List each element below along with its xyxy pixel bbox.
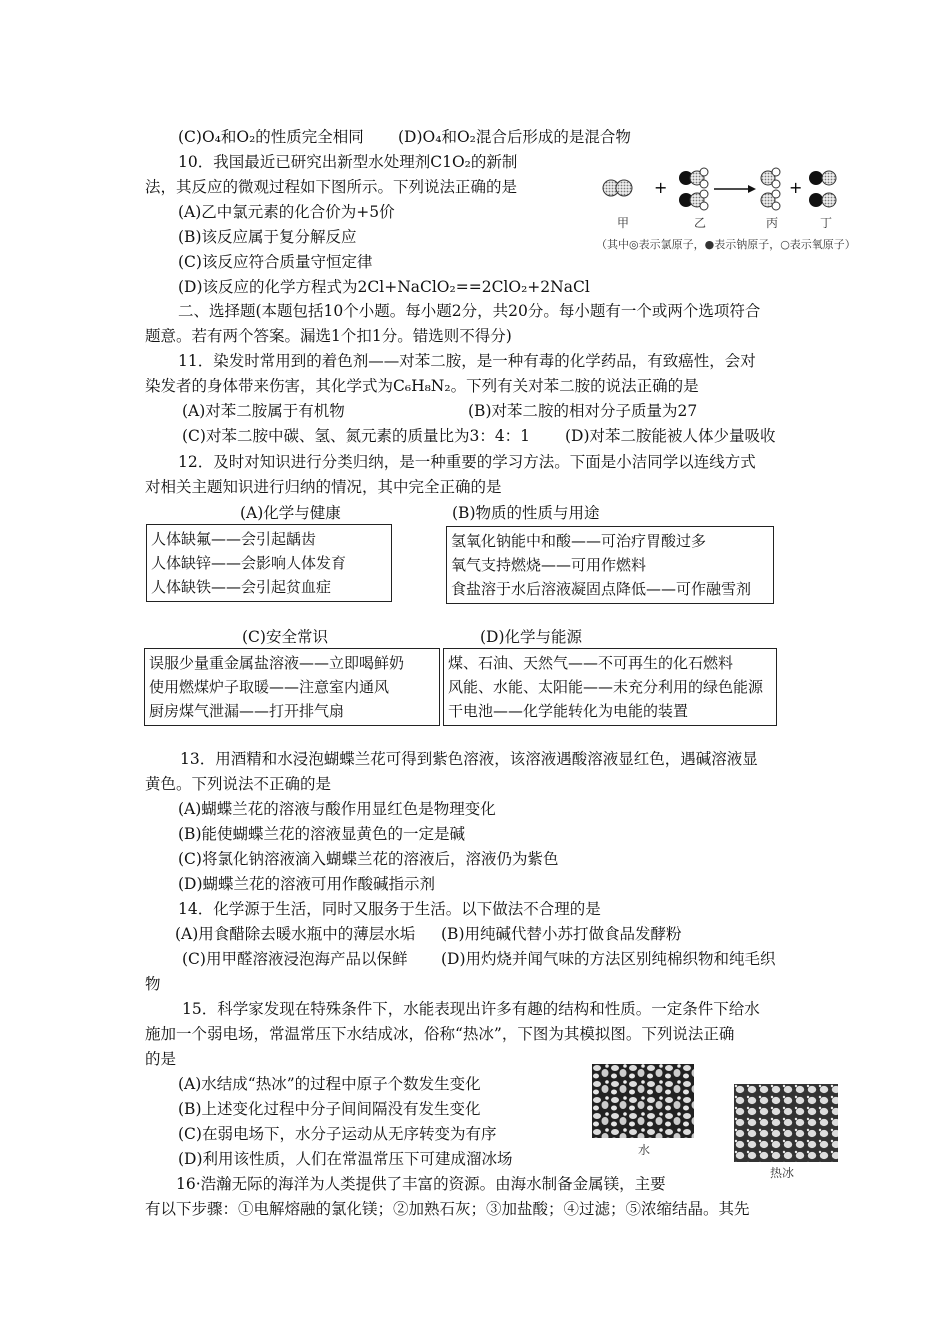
q11-stem-line1: 11．染发时常用到的着色剂——对苯二胺，是一种有毒的化学药品，有致癌性，会对 bbox=[178, 352, 756, 370]
q12-c-item: 误服少量重金属盐溶液——立即喝鲜奶 bbox=[149, 654, 405, 672]
q12-b-item: 氧气支持燃烧——可用作燃料 bbox=[451, 556, 647, 574]
q11-option-b: (B)对苯二胺的相对分子质量为27 bbox=[468, 402, 698, 420]
q15-option-d: (D)利用该性质，人们在常温常压下可建成溜冰场 bbox=[178, 1150, 513, 1168]
q12-d-item: 干电池——化学能转化为电能的装置 bbox=[448, 702, 689, 720]
q14-option-b: (B)用纯碱代替小苏打做食品发酵粉 bbox=[441, 925, 682, 943]
q15-option-c: (C)在弱电场下，水分子运动从无序转变为有序 bbox=[178, 1125, 497, 1143]
figure-legend: （其中◎表示氯原子，●表示钠原子，○表示氧原子） bbox=[596, 238, 856, 251]
q12-b-item: 氢氧化钠能中和酸——可治疗胃酸过多 bbox=[451, 532, 707, 550]
q12-a-box bbox=[146, 524, 392, 602]
q11-option-c: (C)对苯二胺中碳、氢、氮元素的质量比为3：4：1 bbox=[182, 427, 531, 445]
q12-c-item: 厨房煤气泄漏——打开排气扇 bbox=[149, 702, 345, 720]
q12-d-box bbox=[443, 648, 777, 726]
q13-stem-line1: 13．用酒精和水浸泡蝴蝶兰花可得到紫色溶液，该溶液遇酸溶液显红色，遇碱溶液显 bbox=[180, 750, 758, 768]
q9-option-c: (C)O₄和O₂的性质完全相同 bbox=[178, 128, 364, 146]
water-label: 水 bbox=[638, 1143, 651, 1157]
q10-option-c: (C)该反应符合质量守恒定律 bbox=[178, 253, 373, 271]
molecule-jia bbox=[603, 180, 632, 196]
q12-stem-line1: 12．及时对知识进行分类归纳，是一种重要的学习方法。下面是小洁同学以连线方式 bbox=[178, 453, 756, 471]
q9-option-d: (D)O₄和O₂混合后形成的是混合物 bbox=[398, 128, 631, 146]
q12-stem-line2: 对相关主题知识进行归纳的情况，其中完全正确的是 bbox=[145, 478, 502, 496]
water-figure bbox=[592, 1064, 694, 1138]
q10-stem-line2: 法，其反应的微观过程如下图所示。下列说法正确的是 bbox=[145, 178, 518, 196]
q12-a-item: 人体缺锌——会影响人体发育 bbox=[151, 554, 347, 572]
q11-option-d: (D)对苯二胺能被人体少量吸收 bbox=[565, 427, 776, 445]
q15-stem-line2: 施加一个弱电场，常温常压下水结成冰，俗称“热冰”，下图为其模拟图。下列说法正确 bbox=[145, 1025, 735, 1043]
q10-option-d: (D)该反应的化学方程式为2Cl+NaClO₂==2ClO₂+2NaCl bbox=[178, 278, 590, 296]
q12-a-item: 人体缺铁——会引起贫血症 bbox=[151, 578, 332, 596]
section2-line2: 题意。若有两个答案。漏选1个扣1分。错选则不得分) bbox=[145, 327, 512, 345]
q12-b-item: 食盐溶于水后溶液凝固点降低——可作融雪剂 bbox=[451, 580, 752, 598]
q10-option-a: (A)乙中氯元素的化合价为+5价 bbox=[178, 203, 395, 221]
q12-b-box bbox=[446, 526, 774, 604]
molecule-bing bbox=[761, 168, 780, 210]
q12-b-title: (B)物质的性质与用途 bbox=[452, 504, 600, 522]
q15-option-b: (B)上述变化过程中分子间间隔没有发生变化 bbox=[178, 1100, 481, 1118]
q15-option-a: (A)水结成“热冰”的过程中原子个数发生变化 bbox=[178, 1075, 481, 1093]
plus-sign: + bbox=[789, 178, 803, 197]
molecule-ding bbox=[809, 171, 836, 207]
q13-option-d: (D)蝴蝶兰花的溶液可用作酸碱指示剂 bbox=[178, 875, 436, 893]
molecule-yi bbox=[679, 168, 708, 210]
plus-sign: + bbox=[654, 178, 668, 197]
q16-stem-line1: 16·浩瀚无际的海洋为人类提供了丰富的资源。由海水制备金属镁，主要 bbox=[176, 1175, 666, 1193]
q12-a-item: 人体缺氟——会引起龋齿 bbox=[151, 530, 317, 548]
q10-option-b: (B)该反应属于复分解反应 bbox=[178, 228, 357, 246]
q12-d-item: 煤、石油、天然气——不可再生的化石燃料 bbox=[448, 654, 734, 672]
q12-c-item: 使用燃煤炉子取暖——注意室内通风 bbox=[149, 678, 390, 696]
q14-option-d-line2: 物 bbox=[145, 975, 161, 993]
q13-option-c: (C)将氯化钠溶液滴入蝴蝶兰花的溶液后，溶液仍为紫色 bbox=[178, 850, 559, 868]
q15-stem-line1: 15．科学家发现在特殊条件下，水能表现出许多有趣的结构和性质。一定条件下给水 bbox=[182, 1000, 760, 1018]
q14-stem: 14．化学源于生活，同时又服务于生活。以下做法不合理的是 bbox=[178, 900, 601, 918]
q12-a-title: (A)化学与健康 bbox=[240, 504, 341, 522]
q14-option-a: (A)用食醋除去暖水瓶中的薄层水垢 bbox=[175, 925, 416, 943]
label-jia: 甲 bbox=[617, 216, 630, 230]
section2-line1: 二、选择题(本题包括10个小题。每小题2分，共20分。每小题有一个或两个选项符合 bbox=[178, 302, 761, 320]
q14-option-c: (C)用甲醛溶液浸泡海产品以保鲜 bbox=[182, 950, 408, 968]
q13-option-a: (A)蝴蝶兰花的溶液与酸作用显红色是物理变化 bbox=[178, 800, 496, 818]
q13-stem-line2: 黄色。下列说法不正确的是 bbox=[145, 775, 332, 793]
q11-stem-line2: 染发者的身体带来伤害，其化学式为C₆H₈N₂。下列有关对苯二胺的说法正确的是 bbox=[145, 377, 699, 395]
hot-ice-figure bbox=[734, 1084, 838, 1162]
q12-c-title: (C)安全常识 bbox=[242, 628, 328, 646]
q12-d-title: (D)化学与能源 bbox=[480, 628, 583, 646]
q13-option-b: (B)能使蝴蝶兰花的溶液显黄色的一定是碱 bbox=[178, 825, 465, 843]
label-bing: 丙 bbox=[766, 216, 779, 230]
q12-d-item: 风能、水能、太阳能——未充分利用的绿色能源 bbox=[448, 678, 764, 696]
q15-stem-line3: 的是 bbox=[145, 1050, 177, 1068]
q16-stem-line2: 有以下步骤：①电解熔融的氯化镁；②加熟石灰；③加盐酸；④过滤；⑤浓缩结晶。其先 bbox=[145, 1200, 750, 1218]
q14-option-d-line1: (D)用灼烧并闻气味的方法区别纯棉织物和纯毛织 bbox=[441, 950, 776, 968]
label-ding: 丁 bbox=[820, 216, 833, 230]
q11-option-a: (A)对苯二胺属于有机物 bbox=[182, 402, 345, 420]
hot-ice-label: 热冰 bbox=[770, 1166, 795, 1180]
label-yi: 乙 bbox=[694, 216, 707, 230]
q12-c-box bbox=[144, 648, 440, 726]
q10-stem-line1: 10．我国最近已研究出新型水处理剂C1O₂的新制 bbox=[178, 153, 518, 171]
reaction-arrowhead bbox=[748, 185, 756, 193]
